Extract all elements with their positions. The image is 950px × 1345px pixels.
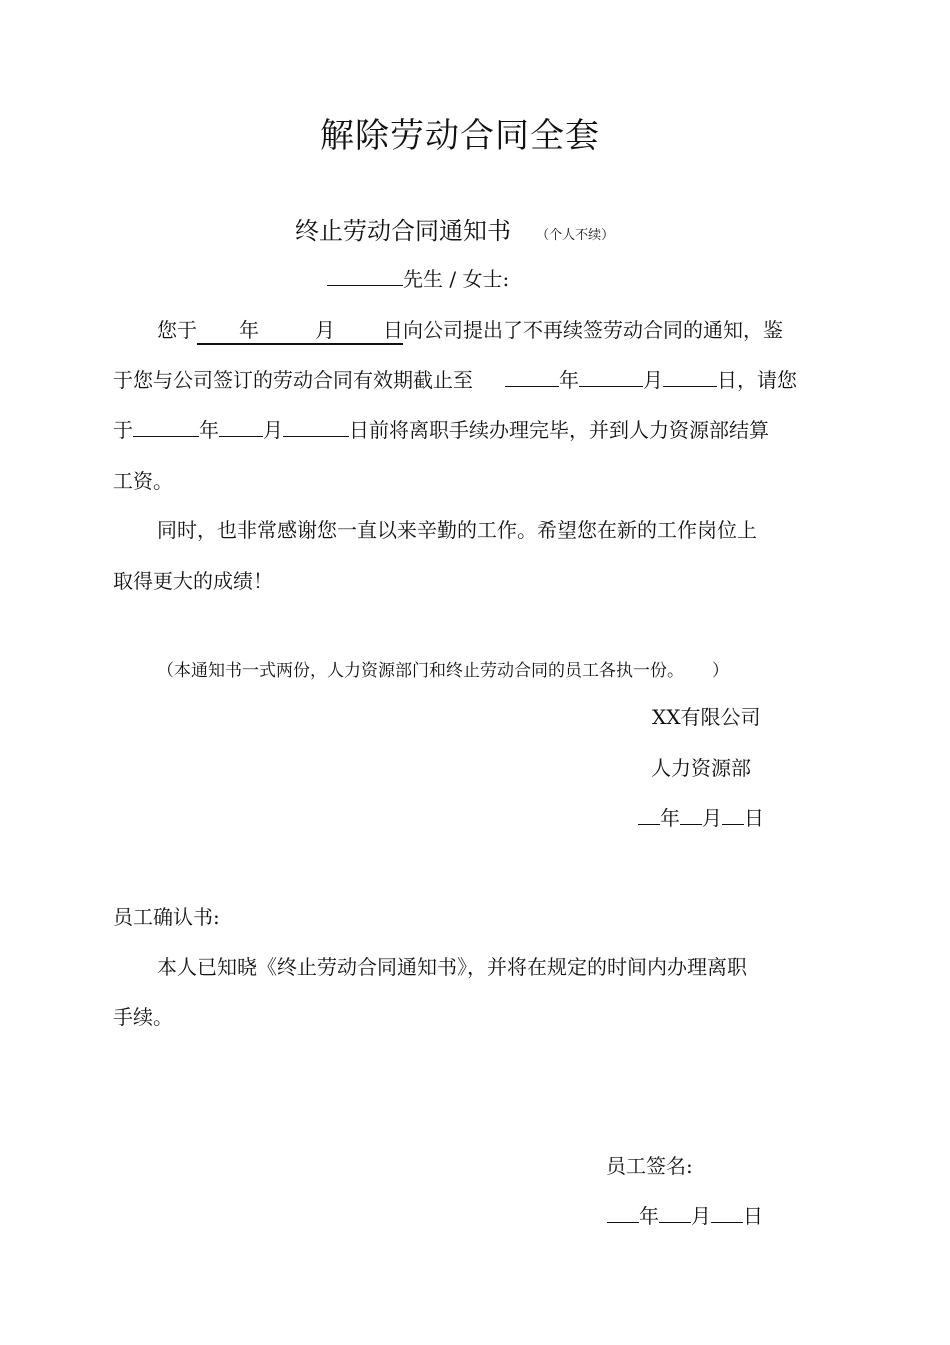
salutation-text: 先生 / 女士:	[403, 267, 510, 291]
notice-date	[638, 802, 764, 831]
paragraph-1-line-4: 工资。	[113, 469, 173, 493]
notice-day-blank	[722, 806, 744, 825]
name-blank	[327, 267, 403, 286]
deadline-month-label: 月	[263, 418, 283, 442]
notice-day-label: 日	[744, 806, 764, 830]
deadline-day-blank	[283, 418, 349, 437]
confirmation-line-2: 手续。	[113, 1005, 173, 1029]
expiry-month-label: 月	[643, 368, 663, 392]
signature-day-label: 日	[743, 1204, 763, 1228]
footnote-text: （本通知书一式两份，人力资源部门和终止劳动合同的员工各执一份。	[157, 661, 684, 681]
request-date-day: 日	[383, 318, 403, 342]
p1-line3-start: 于	[113, 418, 133, 442]
notice-heading-row	[295, 211, 614, 246]
footnote	[157, 656, 729, 681]
company-name: XX有限公司	[652, 705, 761, 729]
salutation	[327, 263, 509, 292]
notice-month-blank	[680, 806, 702, 825]
p1-line2-end: ，请您	[737, 368, 797, 392]
notice-year-label: 年	[660, 806, 680, 830]
expiry-month-blank	[579, 368, 643, 387]
signature-day-blank	[711, 1204, 743, 1223]
signature-year-label: 年	[639, 1204, 659, 1228]
department-name: 人力资源部	[651, 756, 751, 780]
signature-month-label: 月	[691, 1204, 711, 1228]
paragraph-2-line-1: 同时，也非常感谢您一直以来辛勤的工作。希望您在新的工作岗位上	[157, 518, 757, 542]
paragraph-1-line-2	[113, 364, 797, 393]
p1-after-date: 向公司提出了不再续签劳动合同的通知，鉴	[403, 318, 783, 342]
deadline-day-label: 日	[349, 418, 369, 442]
p1-line2-start: 于您与公司签订的劳动合同有效期截止至	[113, 368, 473, 392]
expiry-year-blank	[505, 368, 559, 387]
signature-month-blank	[659, 1204, 691, 1223]
expiry-day-blank	[663, 368, 717, 387]
p1-line3-after: 前将离职手续办理完毕，并到人力资源部结算	[369, 418, 769, 442]
request-date-month: 月	[315, 318, 335, 342]
request-date	[197, 314, 403, 345]
notice-year-blank	[638, 806, 660, 825]
request-date-year: 年	[239, 318, 259, 342]
confirmation-heading: 员工确认书:	[113, 905, 220, 929]
paragraph-1-line-1	[157, 314, 783, 345]
notice-heading-note: （个人不续）	[536, 228, 615, 243]
page-title: 解除劳动合同全套	[320, 116, 600, 156]
notice-heading: 终止劳动合同通知书	[295, 217, 511, 245]
expiry-day-label: 日	[717, 368, 737, 392]
deadline-month-blank	[219, 418, 263, 437]
signature-label: 员工签名:	[606, 1154, 693, 1178]
signature-year-blank	[607, 1204, 639, 1223]
confirmation-line-1: 本人已知晓《终止劳动合同通知书》，并将在规定的时间内办理离职	[157, 955, 747, 979]
deadline-year-blank	[133, 418, 199, 437]
p1-start: 您于	[157, 318, 197, 342]
paragraph-1-line-3	[113, 414, 769, 443]
expiry-year-label: 年	[559, 368, 579, 392]
signature-date	[607, 1200, 763, 1229]
deadline-year-label: 年	[199, 418, 219, 442]
footnote-close: ）	[712, 661, 729, 681]
notice-month-label: 月	[702, 806, 722, 830]
paragraph-2-line-2: 取得更大的成绩！	[113, 569, 273, 593]
